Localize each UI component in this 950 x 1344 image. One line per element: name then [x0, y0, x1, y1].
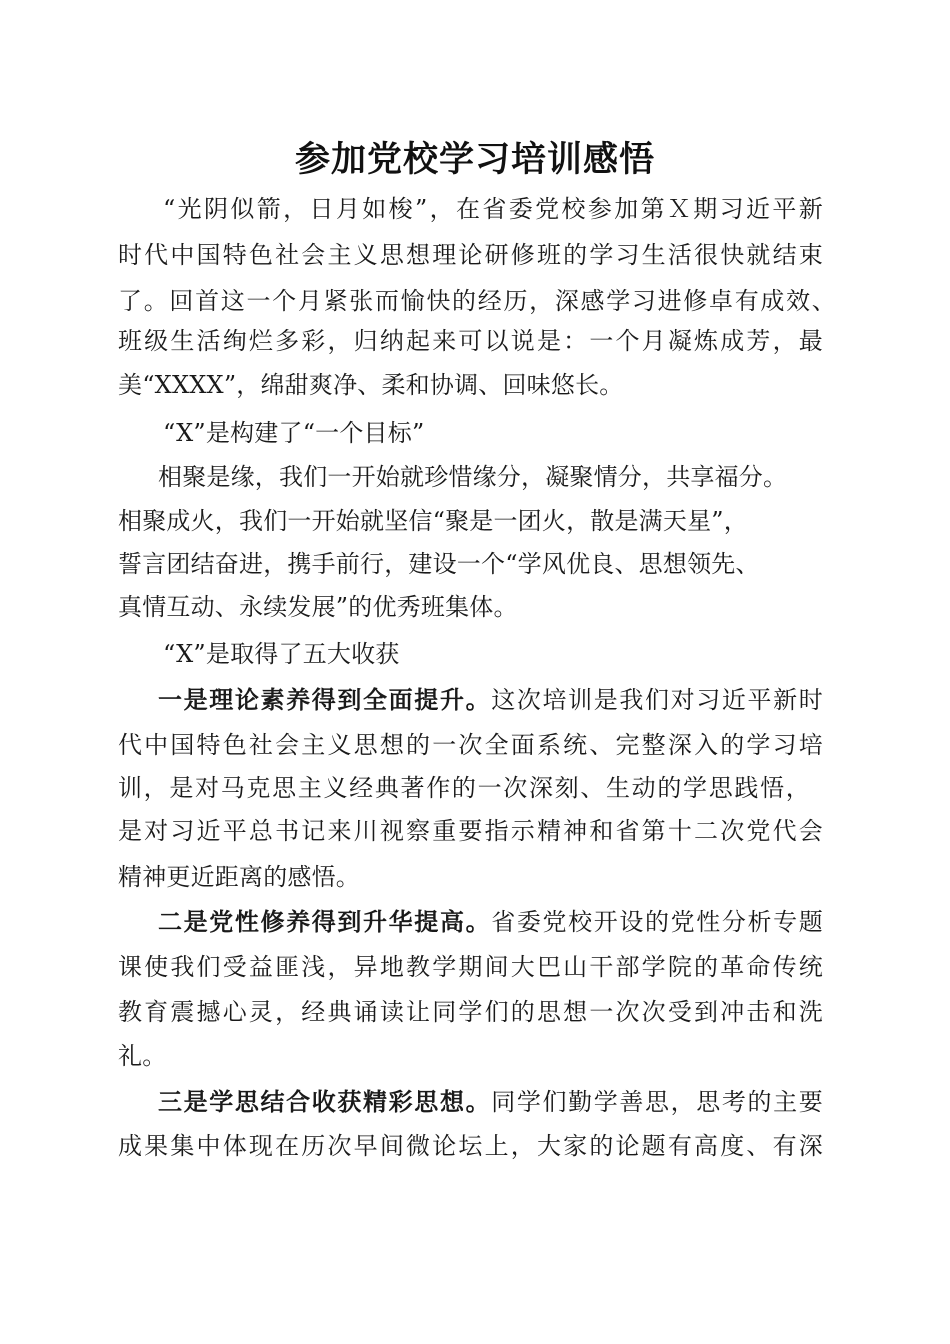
paragraph-line: 训，是对马克思主义经典著作的一次深刻、生动的学思践悟， — [118, 774, 810, 802]
paragraph-line: 相聚是缘，我们一开始就珍惜缘分，凝聚情分，共享福分。 — [158, 463, 788, 491]
paragraph-line: 班级生活绚烂多彩，归纳起来可以说是：一个月凝炼成芳，最 — [118, 327, 823, 355]
point-heading: 一是理论素养得到全面提升。 — [158, 685, 492, 714]
paragraph-line: 代中国特色社会主义思想的一次全面系统、完整深入的学习培 — [118, 731, 823, 759]
paragraph-line: 相聚成火，我们一开始就坚信“聚是一团火，散是满天星”， — [118, 507, 748, 535]
point-text: 省委党校开设的党性分析专题 — [491, 908, 823, 936]
paragraph-line: 时代中国特色社会主义思想理论研修班的学习生活很快就结束 — [118, 241, 823, 269]
paragraph-line: 誓言团结奋进，携手前行，建设一个“学风优良、思想领先、 — [118, 550, 760, 578]
paragraph-line: 真情互动、永续发展”的优秀班集体。 — [118, 593, 518, 621]
paragraph-line: 礼。 — [118, 1042, 167, 1070]
paragraph-line — [158, 1079, 823, 1125]
document-title: 参加党校学习培训感悟 — [294, 139, 655, 180]
point-text: 同学们勤学善思，思考的主要 — [491, 1088, 823, 1116]
paragraph-line: 美“XXXX”，绵甜爽净、柔和协调、回味悠长。 — [118, 371, 624, 399]
point-heading: 二是党性修养得到升华提高。 — [158, 907, 492, 936]
paragraph-line: 了。回首这一个月紧张而愉快的经历，深感学习进修卓有成效、 — [118, 287, 836, 315]
point-heading: 三是学思结合收获精彩思想。 — [158, 1087, 492, 1116]
paragraph-line — [158, 899, 823, 945]
paragraph-line: 成果集中体现在历次早间微论坛上，大家的论题有高度、有深 — [118, 1132, 823, 1160]
section-heading: “X”是构建了“一个目标” — [163, 419, 425, 447]
paragraph-line: 是对习近平总书记来川视察重要指示精神和省第十二次党代会 — [118, 817, 823, 845]
section-heading: “X”是取得了五大收获 — [163, 640, 400, 668]
paragraph-line — [158, 677, 823, 723]
paragraph-line: 精神更近距离的感悟。 — [118, 863, 360, 891]
point-text: 这次培训是我们对习近平新时 — [491, 686, 823, 714]
paragraph-line: 教育震撼心灵，经典诵读让同学们的思想一次次受到冲击和洗 — [118, 998, 823, 1026]
paragraph-line: 课使我们受益匪浅，异地教学期间大巴山干部学院的革命传统 — [118, 953, 823, 981]
paragraph-line: “光阴似箭，日月如梭”，在省委党校参加第Ｘ期习近平新 — [163, 195, 823, 223]
